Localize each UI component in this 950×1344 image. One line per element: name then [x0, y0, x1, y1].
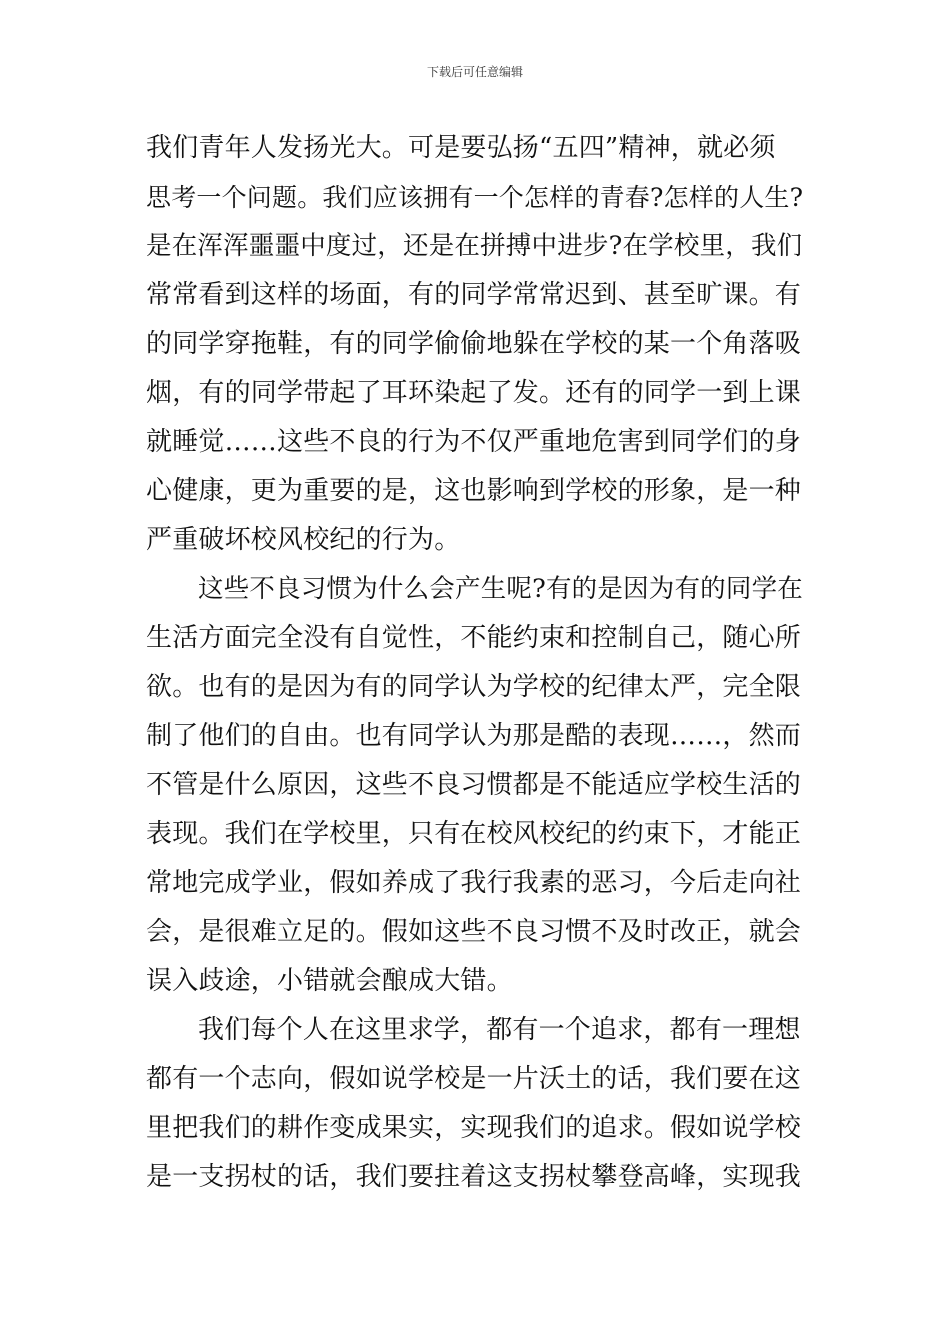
text-line: 里把我们的耕作变成果实，实现我们的追求。假如说学校 [146, 1113, 802, 1143]
text-line: 就睡觉……这些不良的行为不仅严重地危害到同学们的身 [146, 427, 802, 457]
text-line: 误入歧途，小错就会酿成大错。 [146, 966, 513, 996]
text-line: 我们青年人发扬光大。可是要弘扬“五四”精神，就必须 [146, 133, 776, 163]
text-line: 是在浑浑噩噩中度过，还是在拼搏中进步?在学校里，我们 [146, 231, 803, 261]
text-line: 欲。也有的是因为有的同学认为学校的纪律太严，完全限 [146, 672, 802, 702]
text-line: 生活方面完全没有自觉性，不能约束和控制自己，随心所 [146, 623, 802, 653]
text-line: 都有一个志向，假如说学校是一片沃土的话，我们要在这 [146, 1064, 802, 1094]
paragraph-first-line: 这些不良习惯为什么会产生呢?有的是因为有的同学在 [198, 574, 803, 604]
text-line: 不管是什么原因，这些不良习惯都是不能适应学校生活的 [146, 770, 802, 800]
text-line: 心健康，更为重要的是，这也影响到学校的形象，是一种 [146, 476, 802, 506]
paragraph-first-line: 我们每个人在这里求学，都有一个追求，都有一理想 [198, 1015, 801, 1045]
text-line: 制了他们的自由。也有同学认为那是酷的表现……，然而 [146, 721, 802, 751]
text-line: 严重破坏校风校纪的行为。 [146, 525, 461, 555]
page-header: 下载后可任意编辑 [426, 65, 523, 79]
document-body [146, 124, 811, 1202]
text-line: 常地完成学业，假如养成了我行我素的恶习，今后走向社 [146, 868, 802, 898]
text-line: 会，是很难立足的。假如这些不良习惯不及时改正，就会 [146, 917, 802, 947]
text-line: 烟，有的同学带起了耳环染起了发。还有的同学一到上课 [146, 378, 802, 408]
text-line: 表现。我们在学校里，只有在校风校纪的约束下，才能正 [146, 819, 802, 849]
text-line: 的同学穿拖鞋，有的同学偷偷地躲在学校的某一个角落吸 [146, 329, 802, 359]
text-line: 常常看到这样的场面，有的同学常常迟到、甚至旷课。有 [146, 280, 802, 310]
text-line: 是一支拐杖的话，我们要拄着这支拐杖攀登高峰，实现我 [146, 1162, 802, 1192]
text-line: 思考一个问题。我们应该拥有一个怎样的青春?怎样的人生? [146, 183, 804, 212]
